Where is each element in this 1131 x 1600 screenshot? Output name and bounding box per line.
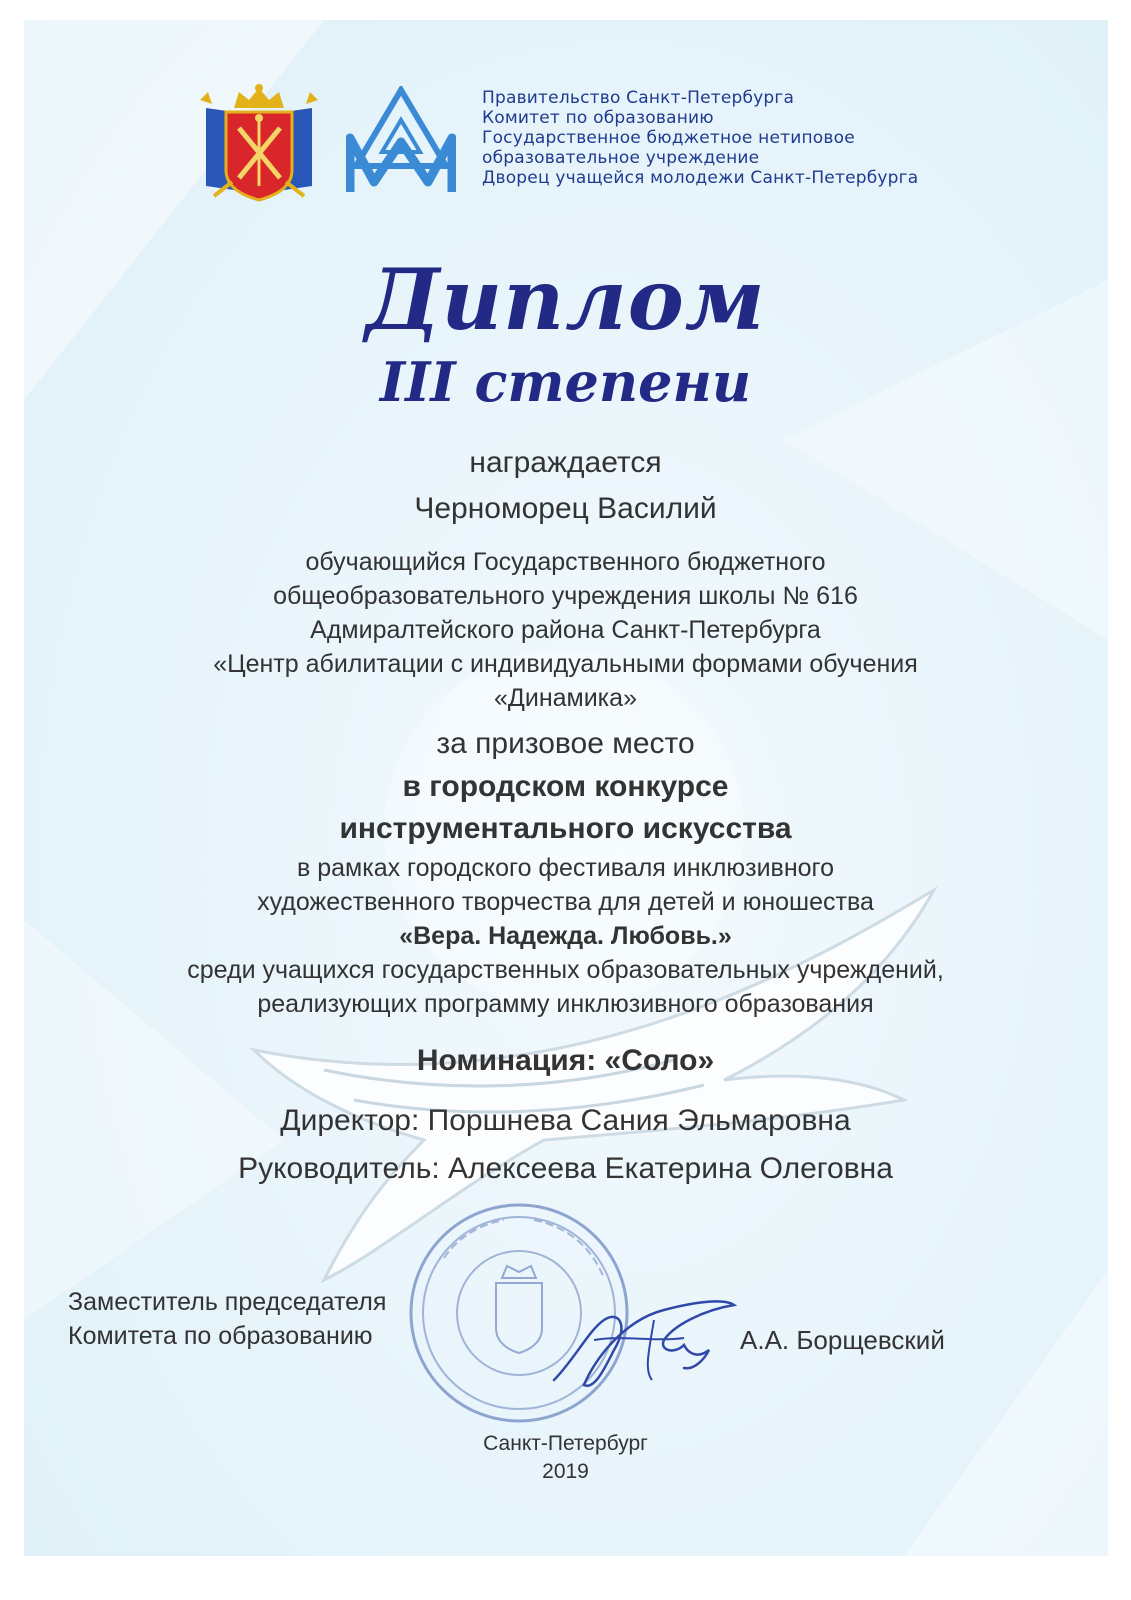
among-line: среди учащихся государственных образовательных учреждений, <box>187 956 944 984</box>
org-line: Комитет по образованию <box>482 108 714 128</box>
contest-line: в городском конкурсе <box>402 770 729 803</box>
awarded-text: награждается <box>469 446 662 479</box>
footer-city: Санкт-Петербург <box>483 1432 648 1455</box>
signatory-name: А.А. Борщевский <box>740 1325 945 1355</box>
dum-logo-icon <box>346 86 456 198</box>
school-line: общеобразовательного учреждения школы № 616 <box>273 582 858 610</box>
recipient-name: Черноморец Василий <box>414 492 717 525</box>
school-line: обучающийся Государственного бюджетного <box>305 548 826 576</box>
org-line: Государственное бюджетное нетиповое <box>482 128 855 148</box>
school-line: Адмиралтейского района Санкт-Петербурга <box>310 616 821 644</box>
school-line: «Центр абилитации с индивидуальными формами обучения <box>213 650 918 678</box>
diploma-title: Диплом <box>365 250 766 349</box>
diploma-degree: III степени <box>379 350 752 414</box>
director-line: Директор: Поршнева Сания Эльмаровна <box>280 1104 851 1137</box>
for-place-text: за призовое место <box>436 727 695 760</box>
handwritten-signature-icon <box>534 1280 754 1400</box>
among-line: реализующих программу инклюзивного образования <box>257 990 874 1018</box>
org-line: образовательное учреждение <box>482 148 760 168</box>
school-line: «Динамика» <box>494 684 637 712</box>
org-line: Правительство Санкт-Петербурга <box>482 88 795 108</box>
signatory-position-line: Заместитель председателя <box>68 1288 387 1316</box>
supervisor-line: Руководитель: Алексеева Екатерина Олеговна <box>238 1152 893 1185</box>
festival-name: «Вера. Надежда. Любовь.» <box>399 922 732 950</box>
org-line: Дворец учащейся молодежи Санкт-Петербурга <box>482 168 919 188</box>
contest-line: инструментального искусства <box>339 812 792 845</box>
signatory-position-line: Комитета по образованию <box>68 1322 373 1350</box>
organization-block <box>482 88 918 188</box>
festival-line: в рамках городского фестиваля инклюзивного <box>297 854 834 882</box>
nomination: Номинация: «Соло» <box>416 1044 715 1077</box>
signatory-position <box>68 1285 386 1353</box>
footer-year: 2019 <box>542 1460 589 1483</box>
spb-coat-of-arms-icon <box>194 78 324 208</box>
festival-line: художественного творчества для детей и юношества <box>257 888 874 916</box>
